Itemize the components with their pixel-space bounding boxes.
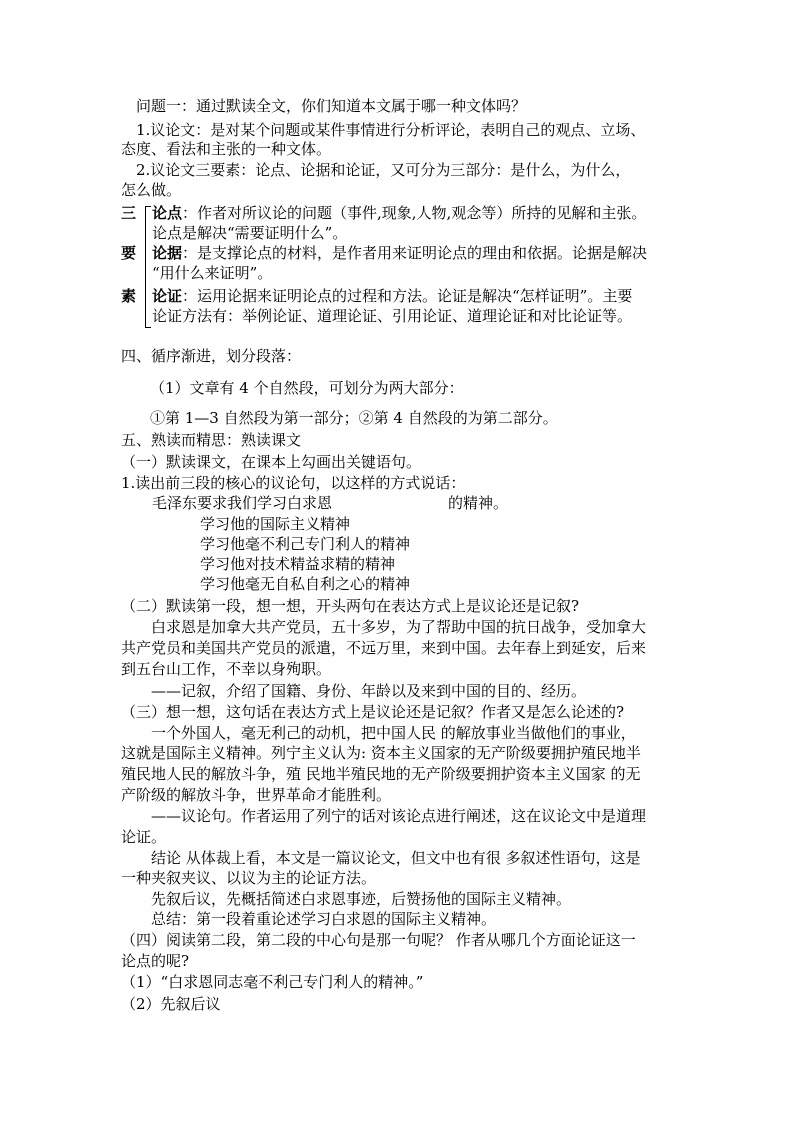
lundian-line-1 — [152, 203, 646, 223]
lundian-text: ：作者对所议论的问题（事件,现象,人物,观念等）所持的见解和主张。 — [182, 204, 647, 222]
quote-paragraph-1-line-2: 共产党员和美国共产党员的派遣，不远万里，来到中国。去年春上到延安，后来 — [121, 639, 647, 657]
three-elements-line-1: 2.议论文三要素：论点、论据和论证，又可分为三部分：是什么，为什么， — [136, 161, 631, 179]
lunzheng-line-2: 论证方法有：举例论证、道理论证、引用论证、道理论证和对比论证等。 — [152, 307, 633, 325]
conclusion-line-2: 一种夹叙夹议、以议为主的论证方法。 — [121, 869, 377, 887]
quote-paragraph-1-line-3: 到五台山工作，不幸以身殉职。 — [121, 660, 332, 678]
quote-paragraph-2-line-2: 这就是国际主义精神。列宁主义认为: 资本主义国家的无产阶级要拥护殖民地半 — [121, 744, 641, 762]
lunzheng-text: ：运用论据来证明论点的过程和方法。论证是解决“怎样证明”。主要 — [182, 287, 633, 305]
conclusion-line-1: 结论 从体裁上看，本文是一篇议论文，但文中也有很 多叙述性语句，这是 — [151, 849, 641, 867]
quote-paragraph-2-line-1: 一个外国人，毫无利己的动机，把中国人民 的解放事业当做他们的事业， — [151, 724, 636, 742]
subsection-two: （二）默读第一段，想一想，开头两句在表达方式上是议论还是记叙? — [121, 597, 580, 615]
lunju-line-1 — [152, 243, 647, 263]
pattern-item: 学习他的国际主义精神 — [200, 515, 351, 533]
pattern-sentence-end: 的精神。 — [448, 494, 509, 512]
lunju-term: 论据 — [152, 244, 183, 262]
side-label-su: 素 — [121, 287, 137, 305]
subsection-four-line-1: （四）阅读第二段，第二段的中心句是那一句呢？ 作者从哪几个方面论证这一 — [121, 931, 636, 949]
pattern-sentence-start: 毛泽东要求我们学习白求恩 — [152, 494, 333, 512]
subsection-three-answer-line-1: ——议论句。作者运用了列宁的话对该论点进行阐述，这在议论文中是道理 — [151, 807, 647, 825]
subsection-two-answer: ——记叙，介绍了国籍、身份、年龄以及来到中国的目的、经历。 — [151, 682, 587, 700]
side-label-yao: 要 — [121, 244, 137, 262]
conclusion-line-3: 先叙后议，先概括简述白求恩事迹，后赞扬他的国际主义精神。 — [151, 890, 572, 908]
definition-line-2: 态度、看法和主张的一种文体。 — [121, 140, 332, 158]
section-five-title: 五、熟读而精思：熟读课文 — [121, 431, 302, 449]
quote-paragraph-2-line-4: 产阶级的解放斗争，世界革命才能胜利。 — [121, 786, 392, 804]
side-label-san: 三 — [121, 204, 137, 222]
subsection-three: （三）想一想，这句话在表达方式上是议论还是记叙？作者又是怎么论述的? — [121, 703, 625, 721]
lunju-text: ：是支撑论点的材料，是作者用来证明论点的理由和依据。论据是解决 — [182, 244, 648, 262]
summary-line: 总结：第一段着重论述学习白求恩的国际主义精神。 — [151, 910, 497, 928]
subsection-four-answer-1: （1）“白求恩同志毫不利己专门利人的精神。” — [121, 973, 424, 991]
pattern-item: 学习他毫不利己专门利人的精神 — [200, 535, 411, 553]
section-four-title: 四、循序渐进，划分段落： — [121, 347, 302, 365]
pattern-item: 学习他对技术精益求精的精神 — [200, 555, 396, 573]
section-four-line-1: （1）文章有 4 个自然段，可划分为两大部分： — [150, 379, 464, 397]
lunzheng-term: 论证 — [152, 287, 183, 305]
subsection-one: （一）默读课文，在课本上勾画出关键语句。 — [121, 453, 422, 471]
lunju-line-2: “用什么来证明”。 — [152, 264, 273, 282]
subsection-four-answer-2: （2）先叙后议 — [121, 995, 221, 1013]
lundian-line-2: 论点是解决“需要证明什么”。 — [152, 224, 348, 242]
element-bracket — [145, 206, 151, 328]
section-four-line-2: ①第 1—3 自然段为第一部分；②第 4 自然段的为第二部分。 — [150, 409, 558, 427]
lunzheng-line-1 — [152, 286, 632, 306]
question-one-title: 问题一：通过默读全文，你们知道本文属于哪一种文体吗？ — [136, 97, 527, 115]
quote-paragraph-2-line-3: 殖民地人民的解放斗争，殖 民地半殖民地的无产阶级要拥护资本主义国家 的无 — [121, 765, 641, 783]
subsection-four-line-2: 论点的呢? — [121, 952, 190, 970]
quote-paragraph-1-line-1: 白求恩是加拿大共产党员，五十多岁，为了帮助中国的抗日战争，受加拿大 — [151, 618, 647, 636]
three-elements-line-2: 怎么做。 — [121, 181, 182, 199]
subsection-one-question: 1.读出前三段的核心的议论句，以这样的方式说话： — [121, 474, 466, 492]
lundian-term: 论点 — [152, 204, 183, 222]
subsection-three-answer-line-2: 论证。 — [121, 828, 167, 846]
pattern-item: 学习他毫无自私自利之心的精神 — [200, 575, 411, 593]
definition-line-1: 1.议论文：是对某个问题或某件事情进行分析评论，表明自己的观点、立场、 — [136, 121, 646, 139]
